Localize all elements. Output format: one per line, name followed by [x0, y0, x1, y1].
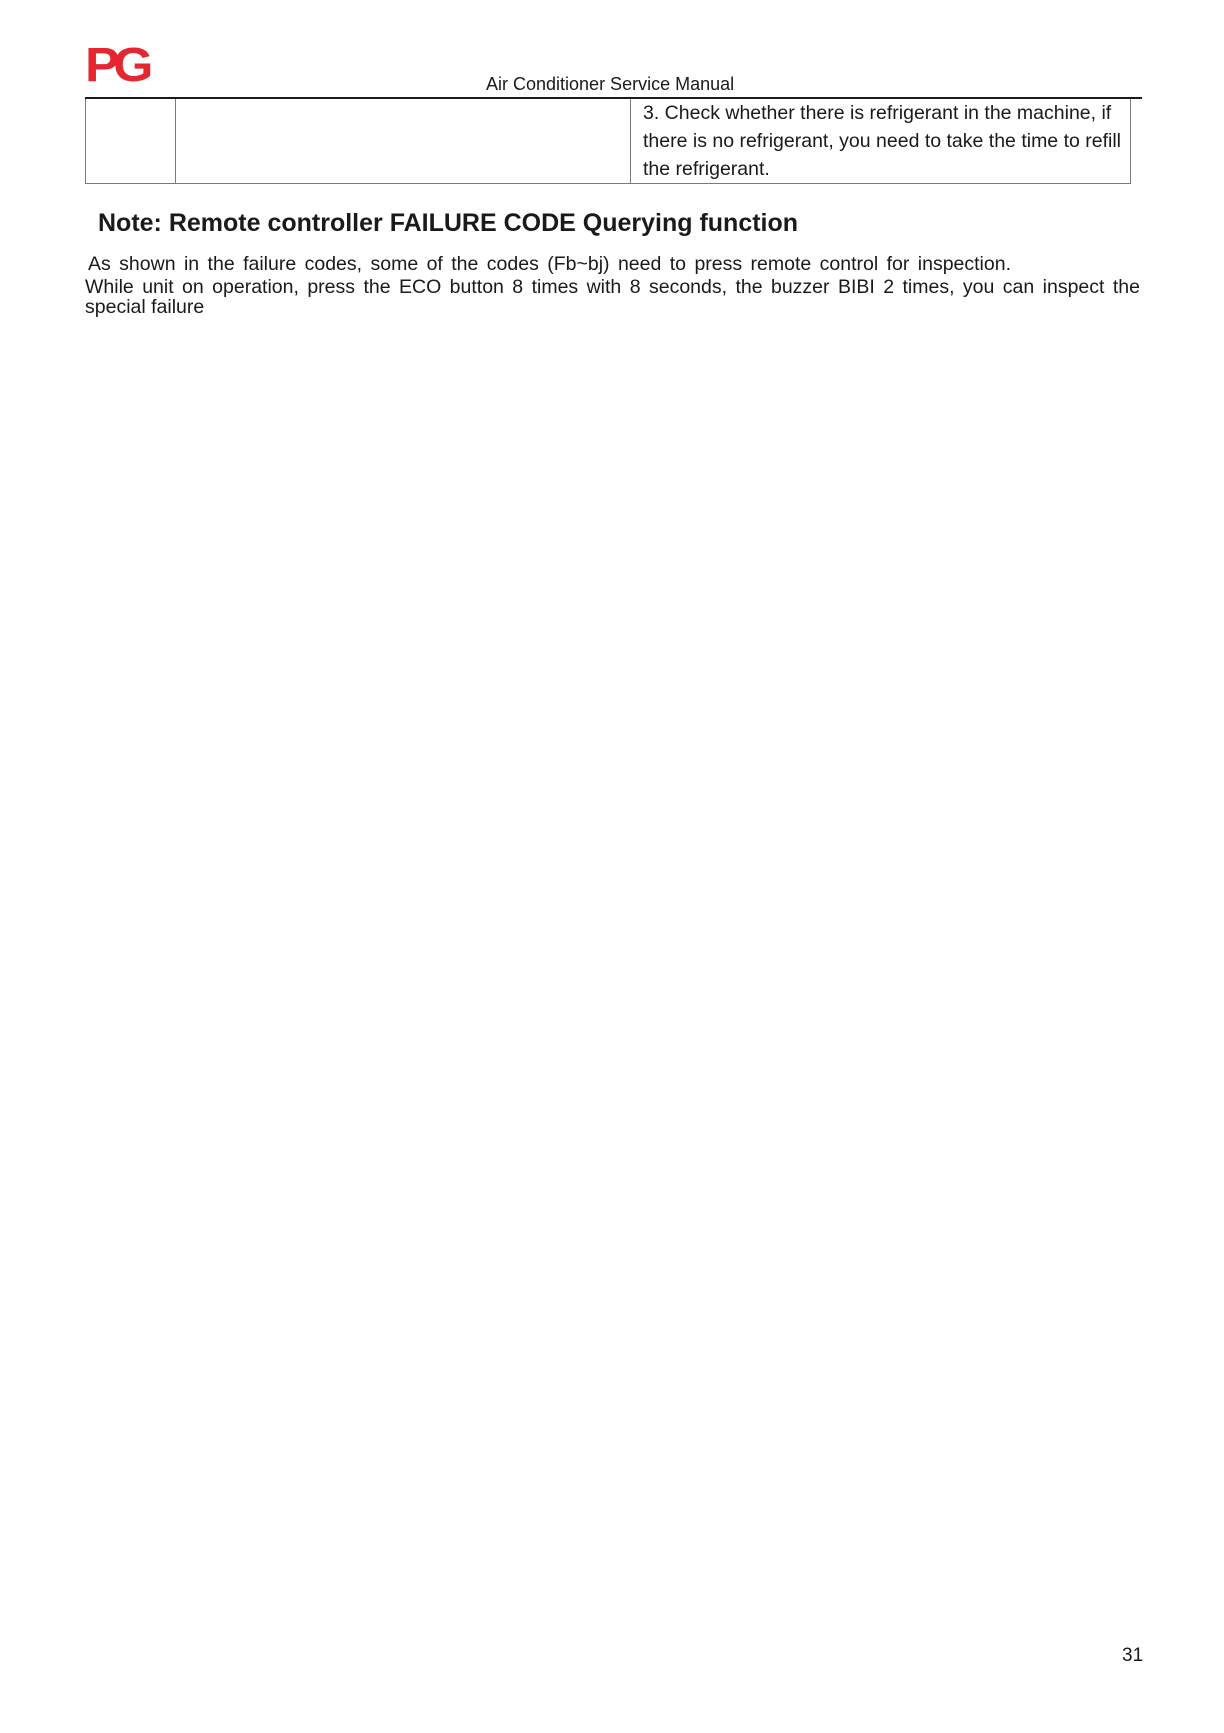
note-paragraph-1: As shown in the failure codes, some of the codes (Fb~bj) need to press remote control for inspection. — [88, 253, 1011, 275]
table-cell-solution: 3. Check whether there is refrigerant in the machine, if there is no refrigerant, you need to take the time to refill the refrigerant. — [631, 99, 1131, 184]
page-number: 31 — [1122, 1645, 1144, 1666]
brand-logo: PG — [85, 39, 147, 92]
table-row — [86, 99, 1131, 184]
note-heading: Note: Remote controller FAILURE CODE Querying function — [98, 209, 799, 237]
fault-table — [85, 99, 1131, 184]
document-header-title: Air Conditioner Service Manual — [486, 74, 735, 94]
table-cell-code — [86, 99, 176, 184]
note-paragraph-2: While unit on operation, press the ECO button 8 times with 8 seconds, the buzzer BIBI 2 times, you can inspect the special failure — [85, 276, 1140, 318]
table-cell-cause — [176, 99, 631, 184]
